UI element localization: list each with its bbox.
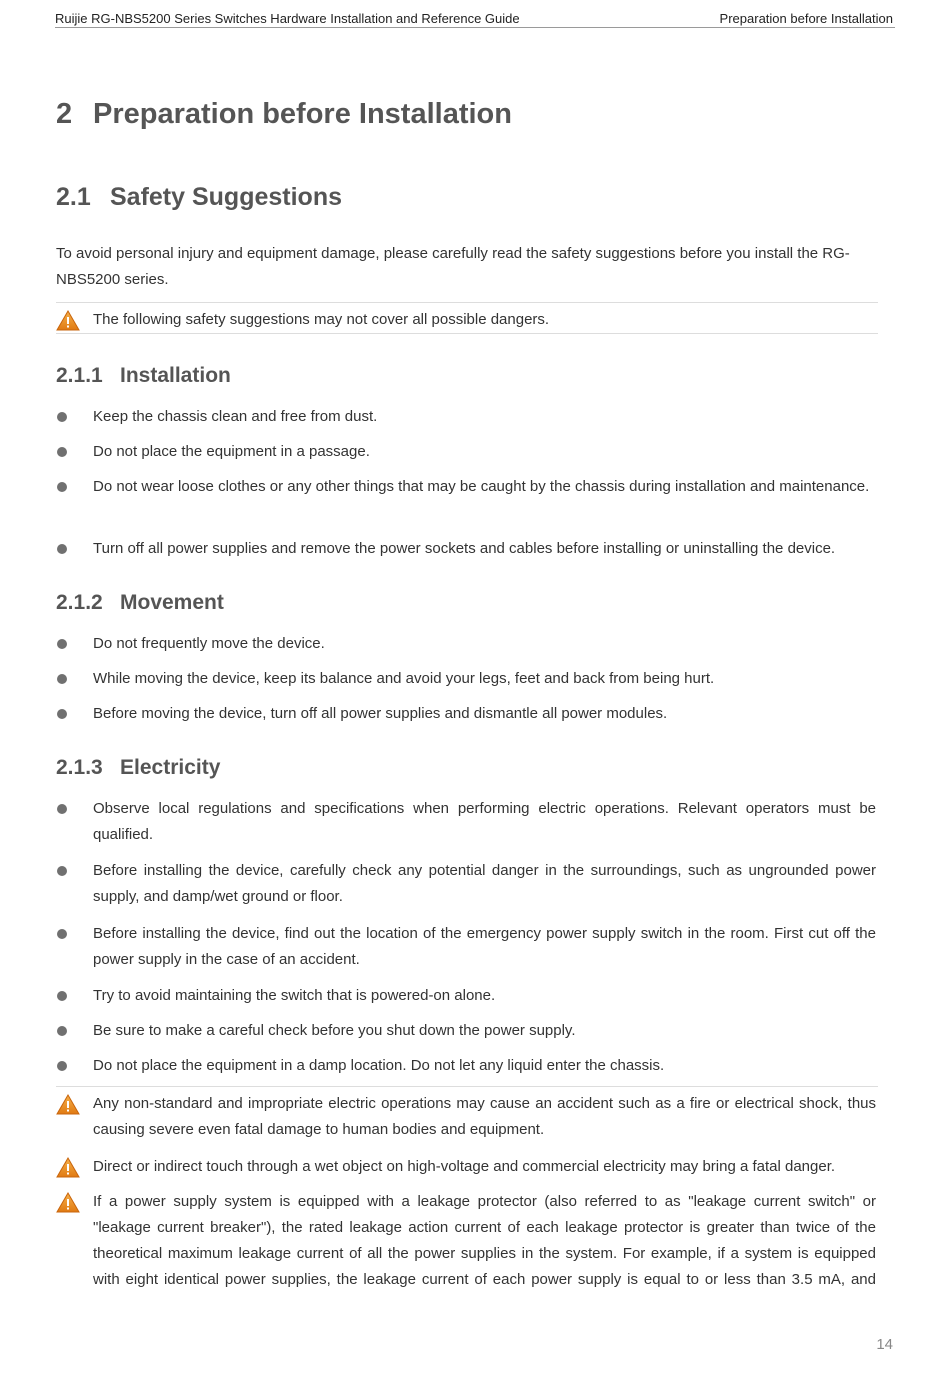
- chapter-heading: [56, 98, 512, 131]
- subsection-number: 2.1.1: [56, 364, 103, 387]
- bullet-dot-icon: [57, 804, 67, 814]
- bullet-dot-icon: [57, 929, 67, 939]
- intro-paragraph: To avoid personal injury and equipment damage, please carefully read the safety suggestions before you install the RG-NBS5200 series.: [56, 245, 850, 288]
- header-chapter-title: Preparation before Installation: [719, 11, 893, 26]
- chapter-number: 2: [56, 98, 73, 130]
- bullet-dot-icon: [57, 1026, 67, 1036]
- subsection-heading-movement: [56, 591, 224, 615]
- warning-divider-top: [56, 1086, 878, 1087]
- subsection-number: 2.1.3: [56, 756, 103, 779]
- list-item-text: Before moving the device, turn off all power supplies and dismantle all power modules.: [93, 705, 668, 722]
- bullet-dot-icon: [57, 991, 67, 1001]
- warning-triangle-icon: [56, 1094, 80, 1115]
- list-item-text: Before installing the device, carefully check any potential danger in the surroundings, such as ungrounded power supply, and damp/wet ground or floor.: [93, 862, 876, 905]
- subsection-heading-installation: [56, 364, 231, 388]
- section-heading: [56, 183, 342, 212]
- note-text: The following safety suggestions may not cover all possible dangers.: [93, 311, 550, 328]
- note-divider-top: [56, 302, 878, 303]
- bullet-dot-icon: [57, 1061, 67, 1071]
- bullet-dot-icon: [57, 544, 67, 554]
- page-number: 14: [876, 1336, 893, 1353]
- warning-text: If a power supply system is equipped with a leakage protector (also referred to as "leakage current switch" or "leakage current breaker"), the rated leakage action current of each leakage protector is greater than twice of the theoretical maximum leakage current of all the power supplies in the system. For example, if a system is equipped with eight identical power supplies, the leakage current of each power supply is equal to or less than 3.5 mA, and: [93, 1193, 876, 1288]
- bullet-dot-icon: [57, 639, 67, 649]
- warning-triangle-icon: [56, 1192, 80, 1213]
- bullet-dot-icon: [57, 674, 67, 684]
- list-item-text: Do not place the equipment in a damp location. Do not let any liquid enter the chassis.: [93, 1057, 665, 1074]
- bullet-dot-icon: [57, 412, 67, 422]
- list-item-text: Keep the chassis clean and free from dust.: [93, 408, 378, 425]
- warning-triangle-icon: [56, 310, 80, 331]
- list-item-text: Be sure to make a careful check before you shut down the power supply.: [93, 1022, 576, 1039]
- warning-item: [56, 1154, 878, 1180]
- list-item-text: Do not frequently move the device.: [93, 635, 325, 652]
- warning-text: Any non-standard and impropriate electric operations may cause an accident such as a fire or electrical shock, thus causing severe even fatal damage to human bodies and equipment.: [93, 1095, 876, 1138]
- subsection-title: Installation: [120, 364, 231, 387]
- subsection-number: 2.1.2: [56, 591, 103, 614]
- note-item: [56, 307, 878, 333]
- chapter-title: Preparation before Installation: [93, 98, 512, 130]
- header-doc-title: Ruijie RG-NBS5200 Series Switches Hardware Installation and Reference Guide: [55, 11, 520, 26]
- list-item-text: While moving the device, keep its balance and avoid your legs, feet and back from being hurt.: [93, 670, 715, 687]
- warning-triangle-icon: [56, 1157, 80, 1178]
- subsection-title: Electricity: [120, 756, 221, 779]
- list-item-text: Observe local regulations and specifications when performing electric operations. Relevant operators must be qualified.: [93, 800, 876, 843]
- section-number: 2.1: [56, 183, 91, 211]
- warning-text: Direct or indirect touch through a wet object on high-voltage and commercial electricity may bring a fatal danger.: [93, 1158, 836, 1175]
- subsection-title: Movement: [120, 591, 224, 614]
- warning-item: [56, 1091, 878, 1143]
- list-item-text: Do not place the equipment in a passage.: [93, 443, 370, 460]
- bullet-dot-icon: [57, 866, 67, 876]
- list-item-text: Turn off all power supplies and remove the power sockets and cables before installing or uninstalling the device.: [93, 540, 836, 557]
- list-item-text: Do not wear loose clothes or any other things that may be caught by the chassis during installation and maintenance.: [93, 478, 870, 495]
- section-title: Safety Suggestions: [110, 183, 342, 211]
- bullet-dot-icon: [57, 447, 67, 457]
- list-item-text: Before installing the device, find out the location of the emergency power supply switch in the room. First cut off the power supply in the case of an accident.: [93, 925, 876, 968]
- warning-item: [56, 1189, 878, 1299]
- page-header: [55, 9, 895, 28]
- list-item-text: Try to avoid maintaining the switch that is powered-on alone.: [93, 987, 496, 1004]
- bullet-dot-icon: [57, 709, 67, 719]
- subsection-heading-electricity: [56, 756, 220, 780]
- bullet-dot-icon: [57, 482, 67, 492]
- note-divider-bottom: [56, 333, 878, 334]
